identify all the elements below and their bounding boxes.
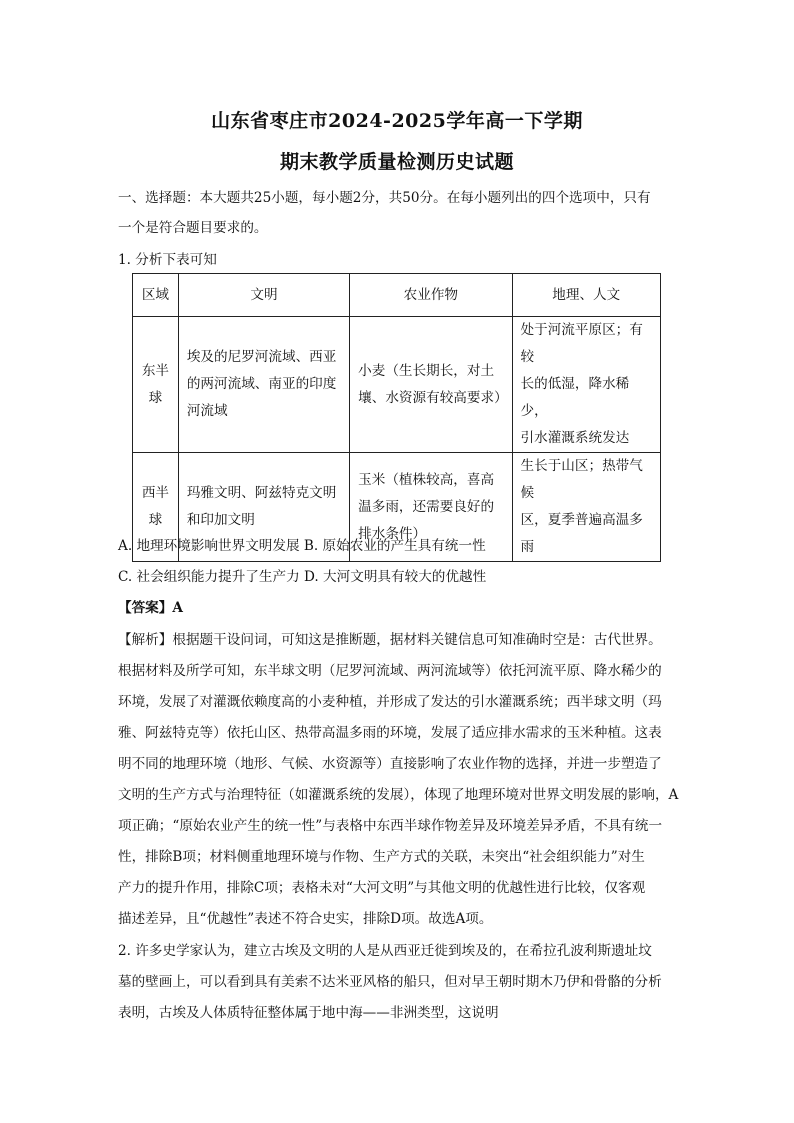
table-cell-civilization (178, 317, 349, 453)
table-header-cell: 农业作物 (350, 274, 512, 317)
region-text: 西半 (141, 485, 169, 501)
question-1-options-line2: C. 社会组织能力提升了生产力 D. 大河文明具有较大的优越性 (118, 569, 487, 585)
cell-text: 生长于山区；热带气候 (520, 458, 643, 501)
cell-text: 引水灌溉系统发达 (520, 430, 630, 446)
cell-text: 壤、水资源有较高要求） (358, 389, 508, 406)
exam-title-line2: 期末教学质量检测历史试题 (279, 151, 514, 173)
cell-text: 区，夏季普遍高温多雨 (520, 512, 643, 555)
section-instruction-line2: 一个是符合题目要求的。 (118, 220, 268, 236)
table-header-row (133, 274, 661, 317)
cell-text: 玛雅文明、阿兹特克文明 (186, 485, 337, 501)
cell-text: 河流域 (186, 403, 228, 419)
analysis-line: 文明的生产方式与治理特征（如灌溉系统的发展），体现了地理环境对世界文明发展的影响，A (118, 787, 679, 803)
analysis-line: 描述差异，且“优越性”表述不符合史实，排除D项。故选A项。 (118, 911, 493, 927)
analysis-line: 环境，发展了对灌溉依赖度高的小麦种植，并形成了发达的引水灌溉系统；西半球文明（玛 (118, 694, 662, 710)
table-cell-geography (512, 453, 660, 562)
analysis-line: 产力的提升作用，排除C项；表格未对“大河文明”与其他文明的优越性进行比较，仅客观 (118, 880, 646, 896)
table-cell-geography (512, 317, 660, 453)
cell-text: 和印加文明 (186, 512, 255, 528)
question-2-line: 2. 许多史学家认为，建立古埃及文明的人是从西亚迁徙到埃及的，在希拉孔波利斯遗址坟 (118, 943, 652, 959)
table-header-cell: 文明 (178, 274, 349, 317)
analysis-line: 根据材料及所学可知，东半球文明（尼罗河流域、两河流域等）依托河流平原、降水稀少的 (118, 663, 662, 679)
cell-text: 埃及的尼罗河流域、西亚 (186, 349, 337, 365)
question-2-line: 表明，古埃及人体质特征整体属于地中海——非洲类型，这说明 (118, 1005, 499, 1021)
question-2-line: 墓的壁画上，可以看到具有美索不达米亚风格的船只，但对早王朝时期木乃伊和骨骼的分析 (118, 974, 662, 990)
region-text: 球 (148, 512, 163, 528)
table-header-cell: 地理、人文 (512, 274, 660, 317)
table-row (133, 317, 661, 453)
cell-text: 玉米（植株较高，喜高 (358, 471, 495, 488)
cell-text: 处于河流平原区；有较 (520, 322, 643, 365)
analysis-line: 雅、阿兹特克等）依托山区、热带高温多雨的环境，发展了适应排水需求的玉米种植。这表 (118, 725, 662, 741)
analysis-line: 明不同的地理环境（地形、气候、水资源等）直接影响了农业作物的选择，并进一步塑造了 (118, 756, 662, 772)
analysis-line: 性，排除B项；材料侧重地理环境与作物、生产方式的关联，未突出“社会组织能力”对生 (118, 849, 645, 865)
exam-title-line1: 山东省枣庄市2024-2025学年高一下学期 (211, 110, 583, 132)
analysis-line: 项正确；“原始农业产生的统一性”与表格中东西半球作物差异及环境差异矛盾，不具有统一 (118, 818, 663, 834)
section-instruction-line1: 一、选择题：本大题共25小题，每小题2分，共50分。在每小题列出的四个选项中，只有 (118, 190, 651, 206)
analysis-line: 【解析】根据题干设问词，可知这是推断题，据材料关键信息可知准确时空是：古代世界。 (118, 632, 662, 648)
cell-text: 长的低湿，降水稀少， (520, 376, 630, 419)
table-cell-region (133, 317, 179, 453)
question-1-table (132, 273, 661, 562)
cell-text: 小麦（生长期长，对土 (358, 362, 495, 379)
question-1-answer: 【答案】A (118, 600, 183, 616)
cell-text: 的两河流域、南亚的印度 (186, 376, 337, 392)
table-cell-crop (350, 317, 512, 453)
cell-text: 温多雨，还需要良好的 (358, 498, 495, 515)
region-text: 球 (148, 389, 163, 406)
region-text: 东半 (141, 362, 169, 379)
cell-text: 排水条件） (358, 525, 427, 542)
table-header-cell: 区域 (133, 274, 179, 317)
question-1-stem: 1. 分析下表可知 (118, 252, 217, 268)
question-1-options-line1: A. 地理环境影响世界文明发展 B. 原始农业的产生具有统一性 (118, 538, 486, 554)
